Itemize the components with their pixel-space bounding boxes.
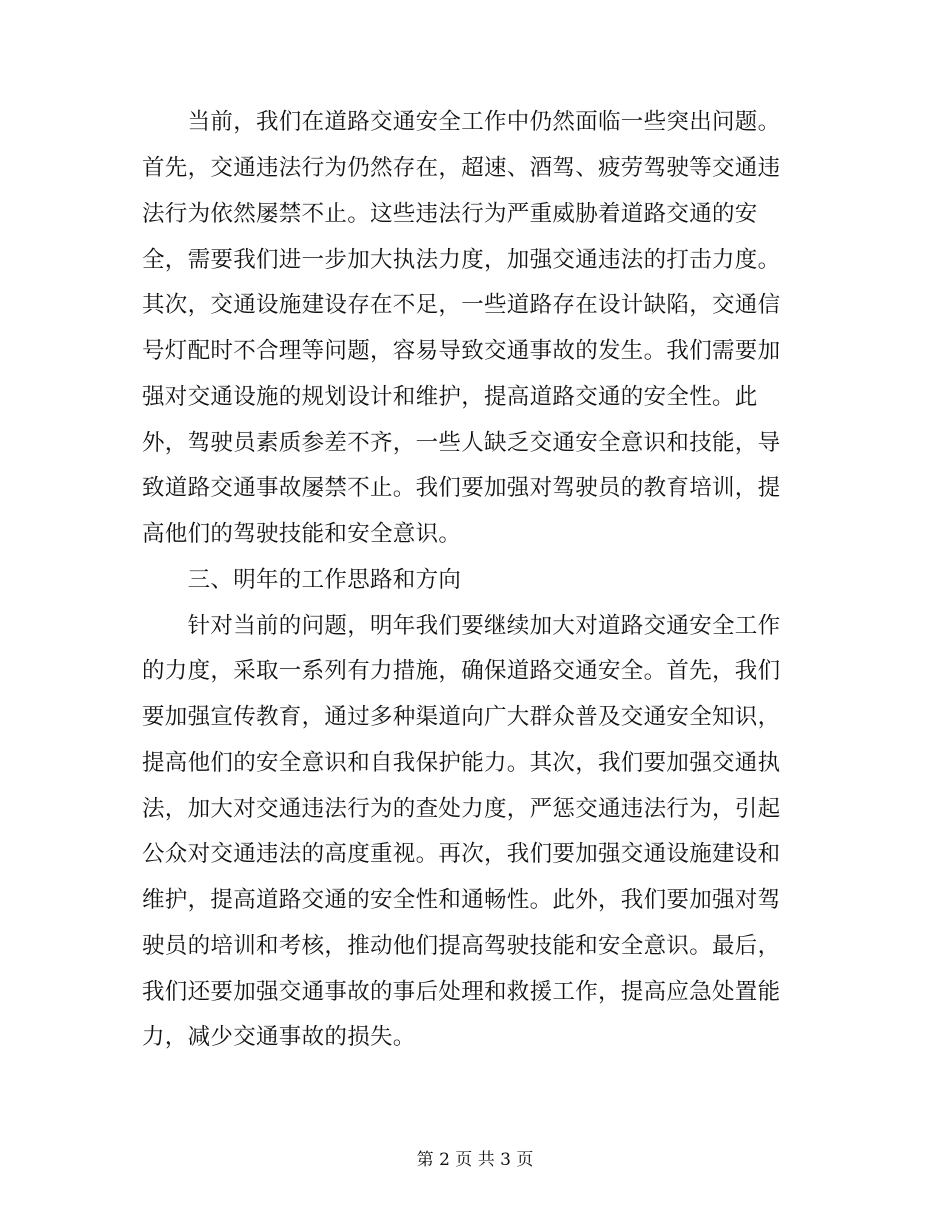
body-text-line: 我们还要加强交通事故的事后处理和救援工作，提高应急处置能: [142, 979, 781, 1005]
body-text-line: 法行为依然屡禁不止。这些违法行为严重威胁着道路交通的安: [142, 201, 758, 227]
body-text-line: 外，驾驶员素质参差不齐，一些人缺乏交通安全意识和技能，导: [142, 430, 781, 456]
body-text-line: 要加强宣传教育，通过多种渠道向广大群众普及交通安全知识，: [142, 704, 781, 730]
page-number-footer: 第 2 页 共 3 页: [416, 1150, 534, 1170]
body-text-line: 公众对交通违法的高度重视。再次，我们要加强交通设施建设和: [142, 841, 781, 867]
body-text-line: 法，加大对交通违法行为的查处力度，严惩交通违法行为，引起: [142, 796, 781, 822]
body-text-line: 其次，交通设施建设存在不足，一些道路存在设计缺陷，交通信: [142, 292, 781, 318]
body-text-line: 针对当前的问题，明年我们要继续加大对道路交通安全工作: [142, 613, 781, 639]
section-heading: 三、明年的工作思路和方向: [142, 567, 462, 593]
body-text-line: 强对交通设施的规划设计和维护，提高道路交通的安全性。此: [142, 384, 758, 410]
body-text-line: 力，减少交通事故的损失。: [142, 1024, 416, 1050]
body-text-line: 致道路交通事故屡禁不止。我们要加强对驾驶员的教育培训，提: [142, 475, 781, 501]
body-text-line: 号灯配时不合理等问题，容易导致交通事故的发生。我们需要加: [142, 338, 781, 364]
body-text-line: 首先，交通违法行为仍然存在，超速、酒驾、疲劳驾驶等交通违: [142, 155, 781, 181]
body-text-line: 的力度，采取一系列有力措施，确保道路交通安全。首先，我们: [142, 658, 781, 684]
body-text-line: 全，需要我们进一步加大执法力度，加强交通违法的打击力度。: [142, 247, 781, 273]
body-text-line: 提高他们的安全意识和自我保护能力。其次，我们要加强交通执: [142, 750, 781, 776]
body-text-line: 高他们的驾驶技能和安全意识。: [142, 521, 462, 547]
body-text-line: 驶员的培训和考核，推动他们提高驾驶技能和安全意识。最后，: [142, 933, 781, 959]
body-text-line: 维护，提高道路交通的安全性和通畅性。此外，我们要加强对驾: [142, 887, 781, 913]
body-text-line: 当前，我们在道路交通安全工作中仍然面临一些突出问题。: [142, 109, 781, 135]
